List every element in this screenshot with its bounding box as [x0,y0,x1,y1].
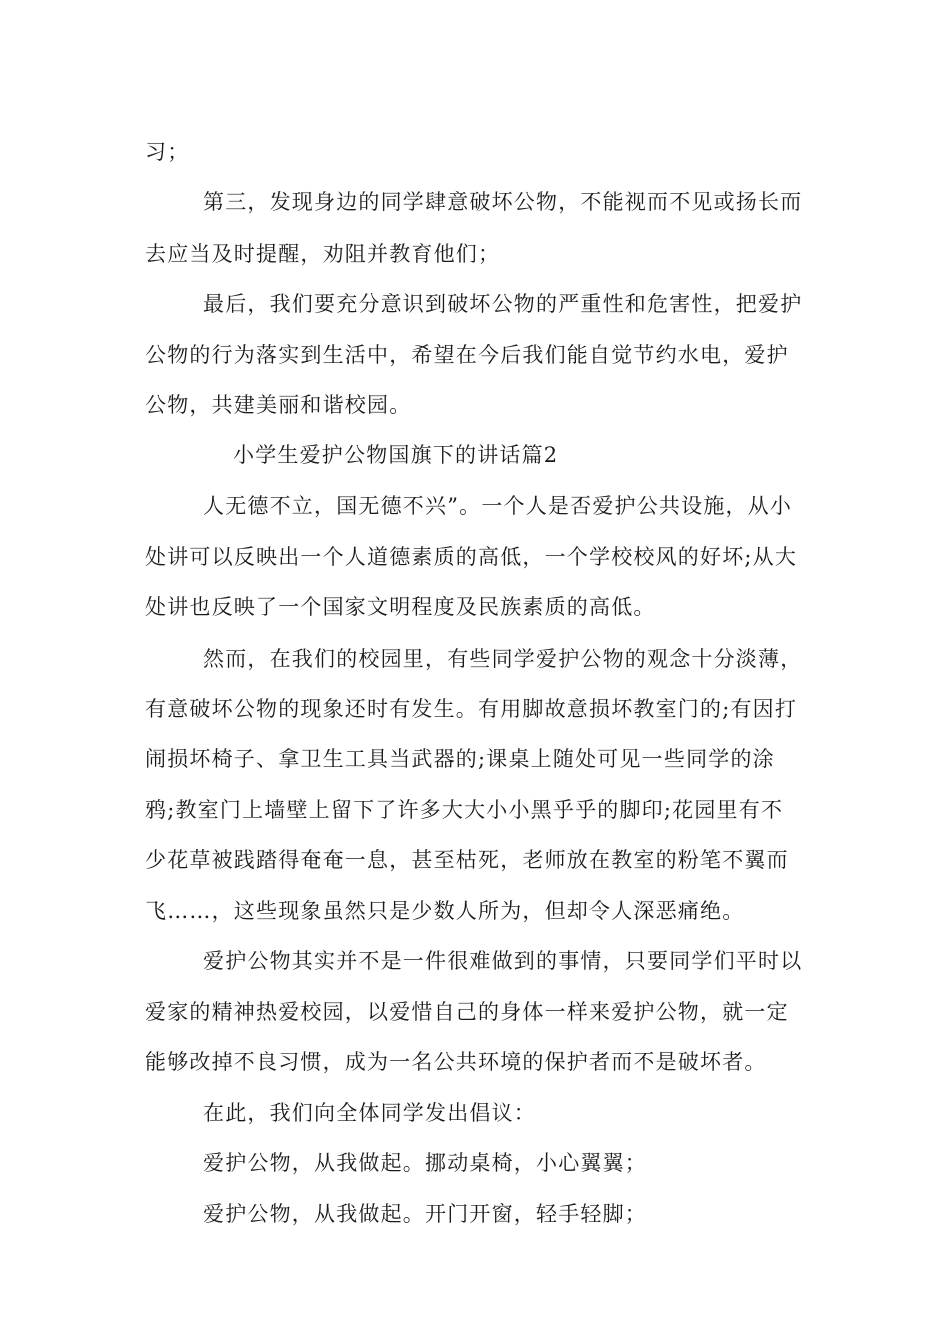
text-line: 处讲也反映了一个国家文明程度及民族素质的高低。 [145,595,656,619]
text-line: 爱护公物，从我做起。开门开窗，轻手轻脚； [203,1202,647,1226]
text-line: 爱护公物，从我做起。挪动桌椅，小心翼翼； [203,1151,647,1175]
text-line: 习； [145,140,190,164]
text-line: 公物，共建美丽和谐校园。 [145,393,412,417]
text-line: 然而，在我们的校园里，有些同学爱护公物的观念十分淡薄， [203,647,803,671]
text-line: 第三，发现身边的同学肆意破坏公物，不能视而不见或扬长而 [203,190,803,214]
text-line: 最后，我们要充分意识到破坏公物的严重性和危害性，把爱护 [203,292,803,316]
text-line: 有意破坏公物的现象还时有发生。有用脚故意损坏教室门的;有因打 [145,697,798,721]
text-line: 人无德不立，国无德不兴”。一个人是否爱护公共设施，从小 [203,494,793,518]
text-line: 少花草被践踏得奄奄一息，甚至枯死，老师放在教室的粉笔不翼而 [145,848,789,872]
text-line: 处讲可以反映出一个人道德素质的高低，一个学校校风的好坏;从大 [145,545,798,569]
text-line: 闹损坏椅子、拿卫生工具当武器的;课桌上随处可见一些同学的涂 [145,747,775,771]
text-line: 爱护公物其实并不是一件很难做到的事情，只要同学们平时以 [203,949,803,973]
text-line: 爱家的精神热爱校园，以爱惜自己的身体一样来爱护公物，就一定 [145,1000,789,1024]
text-line: 飞……，这些现象虽然只是少数人所为，但却令人深恶痛绝。 [145,899,745,923]
text-line: 能够改掉不良习惯，成为一名公共环境的保护者而不是破坏者。 [145,1050,767,1074]
text-line: 去应当及时提醒，劝阻并教育他们； [145,242,501,266]
text-line: 在此，我们向全体同学发出倡议： [203,1101,536,1125]
text-line: 公物的行为落实到生活中，希望在今后我们能自觉节约水电，爱护 [145,343,789,367]
section-heading: 小学生爱护公物国旗下的讲话篇2 [233,443,559,467]
text-line: 鸦;教室门上墙壁上留下了许多大大小小黑乎乎的脚印;花园里有不 [145,798,784,822]
